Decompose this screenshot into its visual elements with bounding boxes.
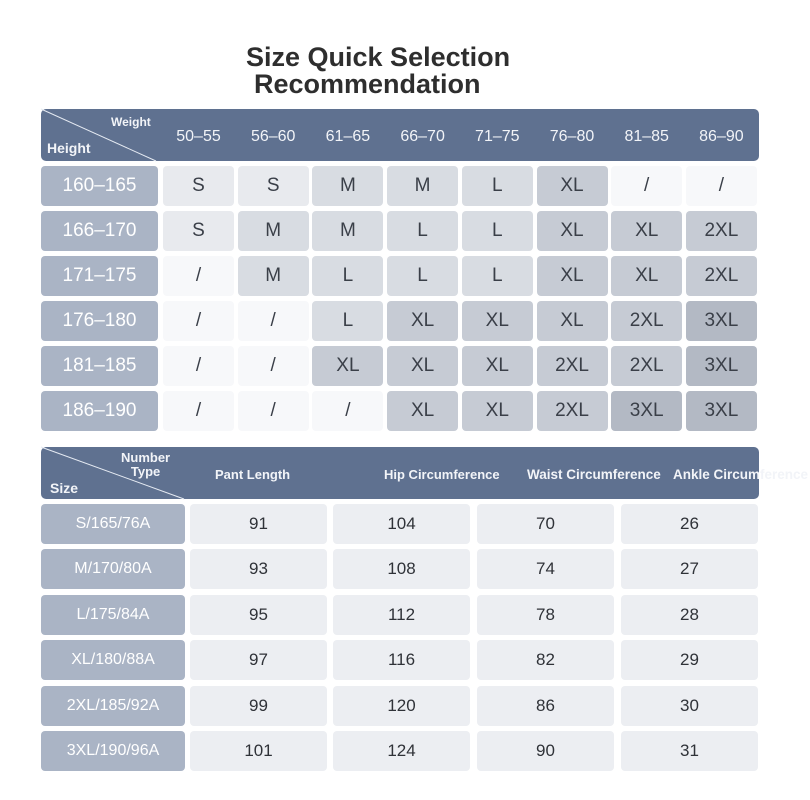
measurement-cell: 70 bbox=[477, 504, 614, 544]
height-row-label: 186–190 bbox=[41, 391, 158, 431]
size-cell: L bbox=[387, 211, 458, 251]
weight-column-header: 50–55 bbox=[176, 128, 221, 145]
size-cell: XL bbox=[312, 346, 383, 386]
size-cell: L bbox=[387, 256, 458, 296]
measurement-cell: 101 bbox=[190, 731, 327, 771]
measurement-cell: 95 bbox=[190, 595, 327, 635]
measurement-cell: 26 bbox=[621, 504, 758, 544]
size-cell: XL bbox=[387, 391, 458, 431]
measurement-cell: 74 bbox=[477, 549, 614, 589]
size-cell: / bbox=[163, 256, 234, 296]
size-row-label: S/165/76A bbox=[41, 504, 185, 544]
size-cell: XL bbox=[537, 211, 608, 251]
height-axis-label: Height bbox=[47, 140, 91, 156]
size-cell: XL bbox=[537, 301, 608, 341]
measurement-cell: 29 bbox=[621, 640, 758, 680]
size-cell: L bbox=[462, 256, 533, 296]
measurement-cell: 93 bbox=[190, 549, 327, 589]
size-cell: M bbox=[387, 166, 458, 206]
size-cell: 3XL bbox=[686, 301, 757, 341]
number-label: Number bbox=[121, 450, 171, 465]
measurement-cell: 90 bbox=[477, 731, 614, 771]
size-cell: / bbox=[238, 301, 309, 341]
weight-column-header: 61–65 bbox=[325, 128, 371, 145]
size-cell: 2XL bbox=[611, 346, 682, 386]
measurement-cell: 116 bbox=[333, 640, 470, 680]
size-cell: L bbox=[462, 166, 533, 206]
size-cell: XL bbox=[387, 301, 458, 341]
measurement-cell: 120 bbox=[333, 686, 470, 726]
height-row-label: 176–180 bbox=[41, 301, 158, 341]
size-cell: / bbox=[163, 301, 234, 341]
type-label: Type bbox=[130, 464, 161, 479]
size-cell: / bbox=[238, 391, 309, 431]
size-cell: XL bbox=[537, 166, 608, 206]
size-cell: 2XL bbox=[611, 301, 682, 341]
size-cell: 2XL bbox=[537, 346, 608, 386]
weight-column-header: 81–85 bbox=[624, 128, 669, 145]
size-row-label: 2XL/185/92A bbox=[41, 686, 185, 726]
measurement-cell: 31 bbox=[621, 731, 758, 771]
size-row-label: L/175/84A bbox=[41, 595, 185, 635]
measurement-cell: 99 bbox=[190, 686, 327, 726]
measurement-column-header: Ankle Circumference bbox=[673, 467, 809, 482]
size-cell: 3XL bbox=[686, 346, 757, 386]
size-row-label: 3XL/190/96A bbox=[41, 731, 185, 771]
measurement-cell: 112 bbox=[333, 595, 470, 635]
size-cell: XL bbox=[611, 211, 682, 251]
size-cell: XL bbox=[462, 301, 533, 341]
size-cell: 2XL bbox=[537, 391, 608, 431]
size-axis-label: Size bbox=[50, 480, 79, 496]
size-cell: / bbox=[238, 346, 309, 386]
weight-column-header: 56–60 bbox=[250, 128, 296, 145]
size-cell: L bbox=[312, 301, 383, 341]
size-cell: M bbox=[238, 211, 309, 251]
size-cell: M bbox=[238, 256, 309, 296]
size-cell: S bbox=[163, 166, 234, 206]
weight-height-header bbox=[41, 109, 759, 161]
size-cell: / bbox=[686, 166, 757, 206]
measurement-cell: 104 bbox=[333, 504, 470, 544]
size-cell: 2XL bbox=[686, 211, 757, 251]
title-line-2: Recommendation bbox=[254, 69, 481, 99]
size-cell: 2XL bbox=[686, 256, 757, 296]
size-cell: S bbox=[238, 166, 309, 206]
height-row-label: 181–185 bbox=[41, 346, 158, 386]
size-cell: XL bbox=[537, 256, 608, 296]
size-cell: L bbox=[462, 211, 533, 251]
size-cell: XL bbox=[462, 346, 533, 386]
weight-column-header: 76–80 bbox=[549, 128, 595, 145]
measurement-cell: 124 bbox=[333, 731, 470, 771]
weight-column-header: 71–75 bbox=[475, 128, 520, 145]
measurement-column-header: Pant Length bbox=[215, 467, 291, 482]
size-cell: / bbox=[312, 391, 383, 431]
number-type-label bbox=[121, 451, 170, 479]
weight-column-header: 66–70 bbox=[400, 128, 445, 145]
size-cell: / bbox=[611, 166, 682, 206]
measurement-cell: 82 bbox=[477, 640, 614, 680]
measurement-cell: 97 bbox=[190, 640, 327, 680]
size-cell: XL bbox=[462, 391, 533, 431]
size-cell: 3XL bbox=[686, 391, 757, 431]
size-cell: XL bbox=[611, 256, 682, 296]
size-row-label: M/170/80A bbox=[41, 549, 185, 589]
title-line-1: Size Quick Selection bbox=[246, 42, 511, 72]
weight-column-header: 86–90 bbox=[699, 128, 744, 145]
height-row-label: 171–175 bbox=[41, 256, 158, 296]
measurement-column-header: Waist Circumference bbox=[527, 467, 661, 482]
height-row-label: 160–165 bbox=[41, 166, 158, 206]
weight-axis-label: Weight bbox=[111, 115, 151, 129]
size-row-label: XL/180/88A bbox=[41, 640, 185, 680]
measurement-cell: 86 bbox=[477, 686, 614, 726]
measurement-cell: 27 bbox=[621, 549, 758, 589]
size-cell: S bbox=[163, 211, 234, 251]
measurement-cell: 30 bbox=[621, 686, 758, 726]
size-cell: 3XL bbox=[611, 391, 682, 431]
measurement-cell: 28 bbox=[621, 595, 758, 635]
height-row-label: 166–170 bbox=[41, 211, 158, 251]
size-cell: / bbox=[163, 346, 234, 386]
size-cell: M bbox=[312, 211, 383, 251]
measurement-cell: 78 bbox=[477, 595, 614, 635]
measurement-header bbox=[41, 447, 809, 499]
measurement-cell: 108 bbox=[333, 549, 470, 589]
measurement-cell: 91 bbox=[190, 504, 327, 544]
size-cell: / bbox=[163, 391, 234, 431]
size-cell: XL bbox=[387, 346, 458, 386]
size-cell: M bbox=[312, 166, 383, 206]
measurement-column-header: Hip Circumference bbox=[384, 467, 500, 482]
size-cell: L bbox=[312, 256, 383, 296]
